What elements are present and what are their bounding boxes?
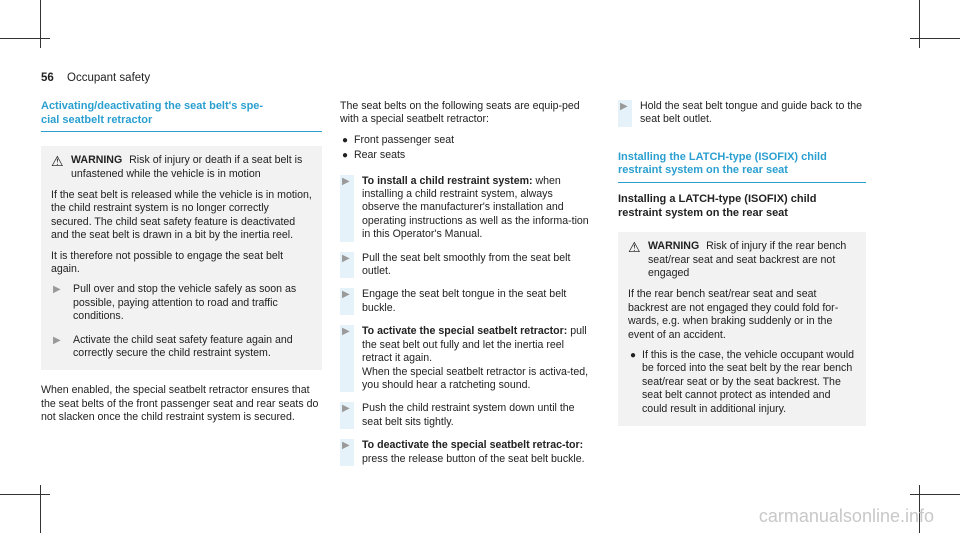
- action-step: ▶ Push the child restraint system down until the seat belt sits tightly.: [340, 402, 592, 429]
- crop-mark: [910, 494, 960, 495]
- arrow-right-icon: ▶: [53, 284, 61, 296]
- column-3: [618, 100, 866, 440]
- action-step: ▶ Pull the seat belt smoothly from the seat belt outlet.: [340, 252, 592, 279]
- page-number: 56: [41, 72, 54, 84]
- intro-paragraph: The seat belts on the following seats are equip-ped with a special seatbelt retractor:: [340, 100, 580, 126]
- column-2: [340, 100, 592, 476]
- page-header: [41, 72, 150, 84]
- warning-label: WARNING: [648, 240, 700, 253]
- watermark: carmanualsonline.info: [758, 506, 934, 526]
- subsection-title: Installing a LATCH-type (ISOFIX) child restraint system on the rear seat: [618, 193, 817, 219]
- warning-triangle-icon: ⚠: [51, 153, 64, 170]
- crop-mark: [40, 485, 41, 533]
- warning-heading: [51, 154, 312, 181]
- warning-heading-text: Risk of injury if the rear bench seat/rear seat and seat backrest are not engaged: [648, 240, 847, 279]
- warning-paragraph: If the seat belt is released while the vehicle is in motion, the child restraint system is no longer correctly secured. The child seat safety feature is deactivated and the seat belt is drawn in a bit by the inertia reel.: [51, 189, 312, 242]
- body-paragraph: When enabled, the special seatbelt retractor ensures that the seat belts of the front passenger seat and rear seats do not slacken once the child restraint system is secured.: [41, 384, 319, 424]
- arrow-right-icon: ▶: [342, 252, 350, 264]
- arrow-right-icon: ▶: [53, 334, 61, 346]
- crop-mark: [40, 0, 41, 48]
- action-step: ▶ Pull over and stop the vehicle safely as soon as possible, paying attention to road and traffic conditions.: [53, 283, 297, 323]
- crop-mark: [910, 38, 960, 39]
- action-step: ▶ Activate the child seat safety feature again and correctly secure the child restraint system.: [53, 333, 293, 360]
- section-title: Activating/deactivating the seat belt's spe- cial seatbelt retractor: [41, 100, 322, 132]
- section-title: Installing the LATCH-type (ISOFIX) child restraint system on the rear seat: [618, 151, 866, 183]
- warning-triangle-icon: ⚠: [628, 239, 641, 256]
- arrow-right-icon: ▶: [342, 326, 350, 338]
- arrow-right-icon: ▶: [342, 403, 350, 415]
- crop-mark: [919, 0, 920, 48]
- warning-heading-text: Risk of injury or death if a seat belt is unfastened while the vehicle is in motion: [71, 154, 303, 180]
- bullet-icon: ●: [630, 350, 637, 362]
- arrow-right-icon: ▶: [342, 175, 350, 187]
- action-step: ▶ Engage the seat belt tongue in the seat belt buckle.: [340, 288, 592, 315]
- warning-box: [41, 146, 322, 370]
- bullet-icon: ●: [342, 134, 349, 146]
- step-note: When the special seatbelt retractor is activa-ted, you should hear a ratcheting sound.: [362, 365, 589, 391]
- list-item: ● If this is the case, the vehicle occupant would be forced into the seat belt by the rear bench seat/rear seat or by the seat backrest. The seat belt cannot protect as intended and could result in additional injury.: [630, 349, 854, 415]
- warning-paragraph: It is therefore not possible to engage the seat belt again.: [51, 249, 284, 276]
- arrow-right-icon: ▶: [342, 289, 350, 301]
- arrow-right-icon: ▶: [342, 440, 350, 452]
- list-item: ● Front passenger seat: [342, 133, 455, 146]
- action-step: ▶ To activate the special seatbelt retractor: pull the seat belt out fully and let the inertia reel retract it again. When the special seatbelt retractor is activa-ted, you should hear a ratcheting sound.: [340, 325, 592, 392]
- warning-label: WARNING: [71, 154, 123, 167]
- warning-heading: [628, 240, 856, 280]
- action-step: ▶ Hold the seat belt tongue and guide back to the seat belt outlet.: [618, 100, 866, 127]
- section-name: Occupant safety: [67, 72, 151, 84]
- action-step: ▶ To deactivate the special seatbelt retrac-tor: press the release button of the seat belt buckle.: [340, 439, 592, 466]
- action-step: ▶ To install a child restraint system: when installing a child restraint system, always observe the manufacturer's installation and operating instructions as well as the informa-tion in this Operator's Manual.: [340, 175, 592, 242]
- warning-paragraph: If the rear bench seat/rear seat and seat backrest are not engaged they could fold for-wards, e.g. when braking suddenly or in the event of an accident.: [628, 288, 839, 341]
- column-1: [41, 100, 322, 432]
- crop-mark: [0, 494, 50, 495]
- arrow-right-icon: ▶: [620, 101, 628, 112]
- list-item: ● Rear seats: [342, 149, 406, 162]
- crop-mark: [0, 38, 50, 39]
- warning-box: [618, 232, 866, 426]
- bullet-icon: ●: [342, 150, 349, 162]
